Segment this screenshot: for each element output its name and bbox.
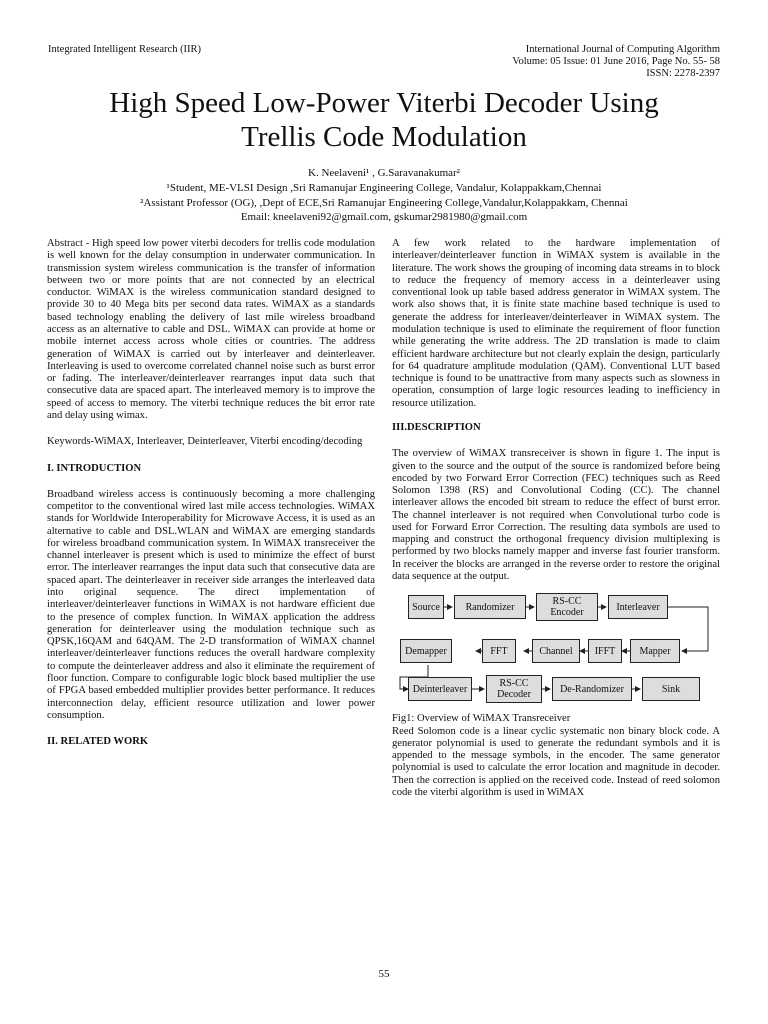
interleaver-label: Interleaver <box>616 601 660 613</box>
paper-title <box>40 86 728 154</box>
section-heading-related-work: II. RELATED WORK <box>47 736 149 748</box>
randomizer-block <box>454 595 526 619</box>
deinterleaver-label: Deinterleaver <box>412 683 468 695</box>
derandomizer-label: De-Randomizer <box>560 683 624 695</box>
reed-solomon-paragraph: Reed Solomon code is a linear cyclic systematic non binary block code. A generator polynomial is used to generate the redundant symbols and it is appended to the message symbols, in the encoder. The same generator polynomial is used to calculate the error location and magnitude in decoder. Then the correction is applied on the received code. Instead of reed solomon code the viterbi algorithm is used in WiMAX <box>392 725 720 798</box>
interleaver-block <box>608 595 668 619</box>
introduction-paragraph: Broadband wireless access is continuously becoming a more challenging competitor to the conventional wired last mile access technologies. WiMAX stands for Worldwide Interoperability for Microwave Access, it is used as an alternative to cable and DSL.WLAN and WiMAX are emerging standards for wireless broadband communication system. In WiMAX transreceiver the channel interleaver is present which is used to minimize the effect of burst error. The interleaver rearranges the input data such that consecutive data are spaced apart. The deinterleaver in receiver side arranges the interleaved data into original sequence. The direct implementation of interleaver/deinterleaver functions in WiMAX is not hardware efficient due to the presence of complex function. In WiMAX application the address generation for deinterleaver using the modulation technique such as QPSK,16QAM and 64QAM. The 2-D transformation of WiMAX channel interleaver/deinterleaver functions reduces the overall hardware complexity to compute the deinterleaver address and also it eliminate the requirement of floor function. Compare to configurable logic block based multiplier the use of FPGA based embedded multiplier provides better performance. It reduces interconnection delay, efficient resource utilization and lower power consumption. <box>47 488 375 721</box>
right-column <box>392 238 720 799</box>
channel-label: Channel <box>539 645 573 657</box>
related-work-paragraph: A few work related to the hardware implementation of interleaver/deinterleaver function in WiMAX system is available in the literature. The work shows the grouping of incoming data streams in to block to reduce the frequency of memory access in a deinterleaver using conventional look up table based address generator in WiMAX system. The work also shows that, it is finite state machine based technique is used to generate the address for interleaver/deinterleaver in WiMAX system. The modulation technique is used to eliminate the requirement of floor function while generating the write address. The 2D translation is made to claim efficient hardware architecture but not clearly explain the design, particularly for 64 quadrature amplitude modulation (QAM). Conventional LUT based technique is found to be unattractive from many aspects such as slowness in operation, consumption of large logic resources leading to inefficiency in resource utilization. <box>392 238 720 409</box>
journal-name: International Journal of Computing Algorithm <box>525 44 720 55</box>
title-line-1: High Speed Low-Power Viterbi Decoder Using <box>109 87 659 119</box>
derandomizer-block <box>552 677 632 701</box>
rs-cc-decoder-block <box>486 675 542 703</box>
author-email: Email: kneelaveni92@gmail.com, gskumar2981980@gmail.com <box>240 211 528 224</box>
demapper-block <box>400 639 452 663</box>
sink-label: Sink <box>661 683 681 695</box>
source-label: Source <box>412 601 440 613</box>
mapper-block <box>630 639 680 663</box>
left-column <box>47 238 375 748</box>
author-names: K. Neelaveni¹ , G.Saravanakumar² <box>308 167 460 179</box>
randomizer-label: Randomizer <box>465 601 515 613</box>
fft-label: FFT <box>490 645 508 657</box>
fft-block <box>482 639 516 663</box>
ifft-block <box>588 639 622 663</box>
page-number: 55 <box>378 968 390 980</box>
rs-cc-encoder-label-1: RS-CC <box>552 596 582 608</box>
channel-block <box>532 639 580 663</box>
author-affiliation-1: ¹Student, ME-VLSI Design ,Sri Ramanujar Engineering College, Vandalur, Kolappakkam,Chennai <box>166 181 602 194</box>
section-heading-introduction: I. INTRODUCTION <box>47 462 142 474</box>
block-diagram-figure <box>392 593 720 713</box>
journal-info <box>420 44 720 80</box>
description-paragraph: The overview of WiMAX transreceiver is shown in figure 1. The input is given to the source and the output of the source is randomized before being encoded by two Forward Error Correction (FEC) techniques such as Reed Solomon 1398 (RS) and Convolutional Coding (CC). The channel interleaver allows the encoded bit stream to reduce the effect of burst error. The channel interleaver is not required when Convolutional turbo code is used for Forward Error Correction. The resulting data symbols are used to mapping and construct the orthogonal frequency division multiplexing is performed by two blocks namely mapper and inverse fast fourier transform. In receiver the blocks are arranged in the reverse order to restore the original data sequence at the output. <box>392 448 720 583</box>
author-affiliation-2: ²Assistant Professor (OG), ,Dept of ECE,Sri Ramanujar Engineering College,Vandalur,Kolappakkam, Chennai <box>140 196 628 209</box>
demapper-label: Demapper <box>405 645 447 657</box>
abstract: Abstract - High speed low power viterbi decoders for trellis code modulation is well known for the delay consumption in underwater communication. In transmission system wireless communication is the transfer of information between two or more points that are not connected by an electrical conductor. WiMAX is the wireless communication standard designed to provide 30 to 40 Mega bits per second data rates. WiMAX as a standards based technology enabling the delivery of last mile wireless broadband access as an alternative to cable and DSL. WiMAX can provide at home or mobile internet access across whole cities or countries. The address generation of WiMAX is carried out by interleaver and deinterleaver. Interleaving is used to overcome correlated channel noise such as burst error or fading. The interleaver/deinterleaver rearranges input data such that consecutive data are spaced apart. The interleaved memory is to improve the speed of access to memory. The viterbi technique reduces the bit error rate and delay using wimax. <box>47 238 375 421</box>
source-block <box>408 595 444 619</box>
journal-volume: Volume: 05 Issue: 01 June 2016, Page No. 55- 58 <box>512 56 720 67</box>
rs-cc-decoder-label-2: Decoder <box>497 689 531 701</box>
author-block <box>40 166 728 225</box>
section-heading-description: III.DESCRIPTION <box>392 421 481 433</box>
journal-publisher: Integrated Intelligent Research (IIR) <box>48 44 202 55</box>
rs-cc-encoder-label-2: Encoder <box>550 607 584 619</box>
ifft-label: IFFT <box>594 645 616 657</box>
journal-issn: ISSN: 2278-2397 <box>646 68 720 79</box>
title-line-2: Trellis Code Modulation <box>241 121 527 153</box>
deinterleaver-block <box>408 677 472 701</box>
sink-block <box>642 677 700 701</box>
figure-caption: Fig1: Overview of WiMAX Transreceiver <box>392 713 571 725</box>
keywords: Keywords-WiMAX, Interleaver, Deinterleaver, Viterbi encoding/decoding <box>47 436 363 448</box>
mapper-label: Mapper <box>639 645 671 657</box>
rs-cc-encoder-block <box>536 593 598 621</box>
rs-cc-decoder-label-1: RS-CC <box>499 678 529 690</box>
